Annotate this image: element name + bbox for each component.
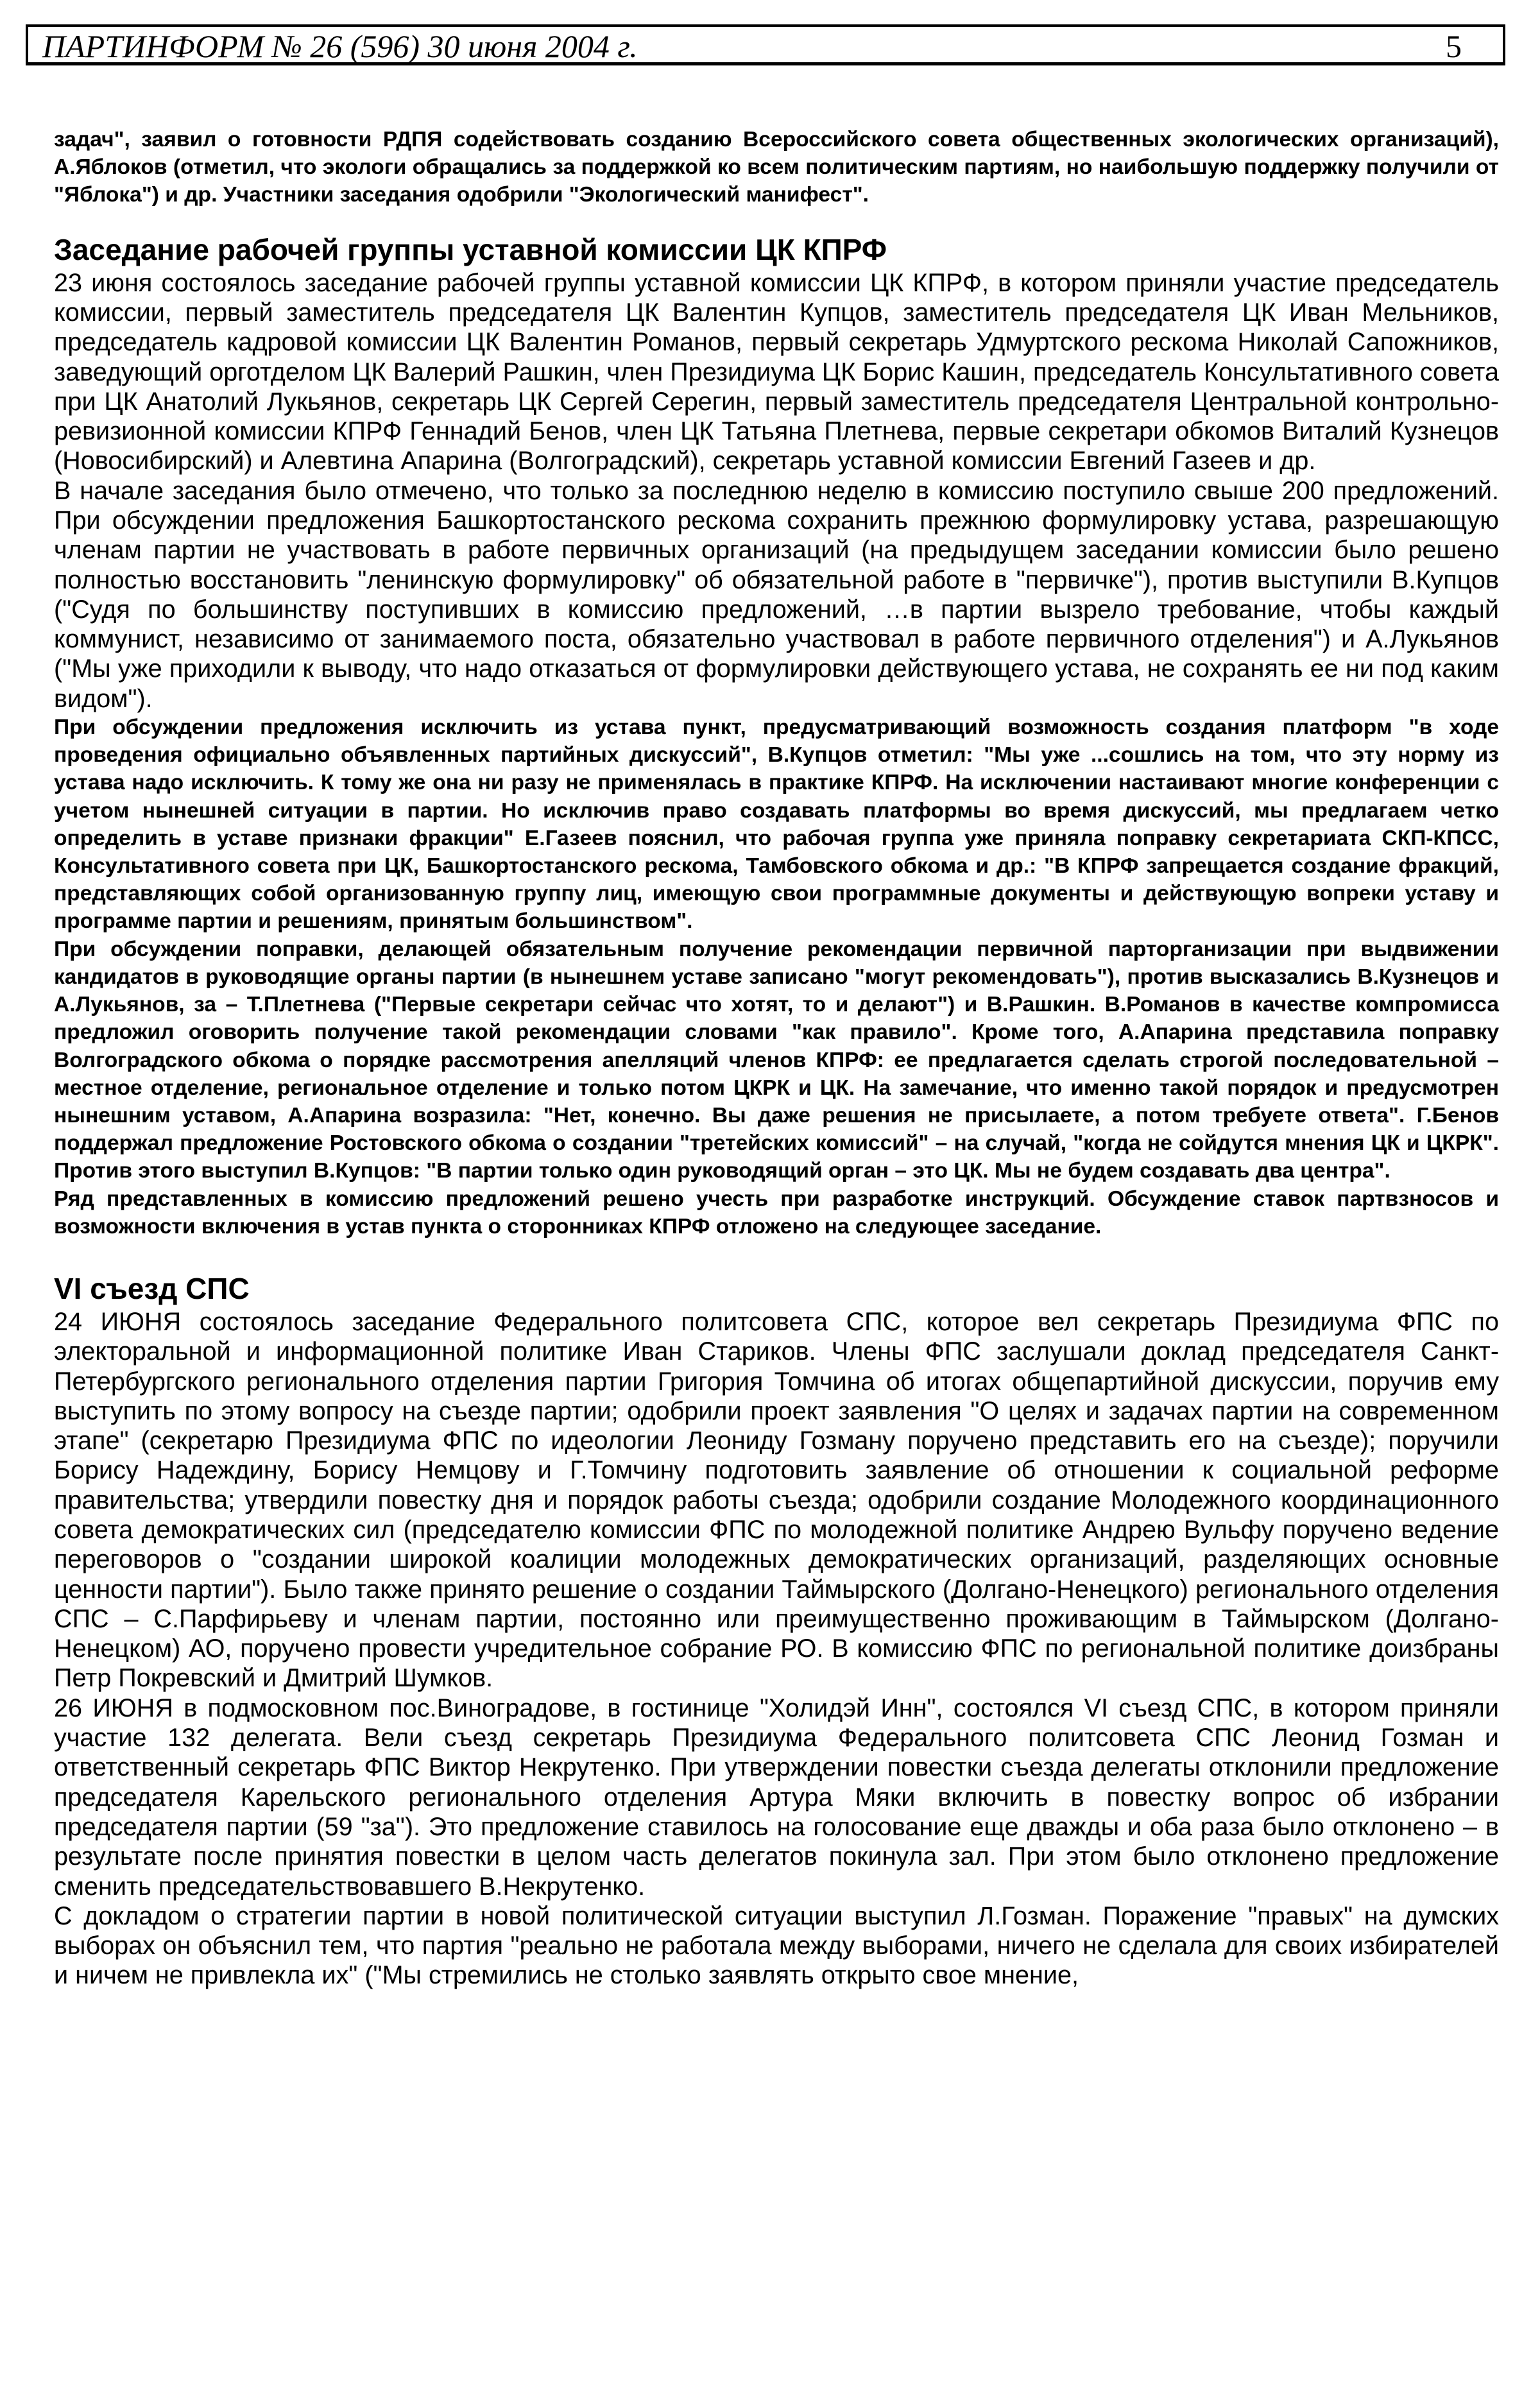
kprf-paragraph-1: 23 июня состоялось заседание рабочей группы уставной комиссии ЦК КПРФ, в котором приняли участие председатель комиссии, первый заместитель председателя ЦК Валентин Купцов, заместитель председателя ЦК Иван Мельников, председатель кадровой комиссии ЦК Валентин Романов, первый секретарь Удмуртского рескома Николай Сапожников, заведующий орготделом ЦК Валерий Рашкин, член Президиума ЦК Борис Кашин, председатель Консультативного совета при ЦК Анатолий Лукьянов, секретарь ЦК Сергей Серегин, первый заместитель председателя Центральной контрольно-ревизионной комиссии КПРФ Геннадий Бенов, член ЦК Татьяна Плетнева, первые секретари обкомов Виталий Кузнецов (Новосибирский) и Алевтина Апарина (Волгоградский), секретарь уставной комиссии Евгений Газеев и др. [54, 268, 1499, 476]
kprf-paragraph-5: Ряд представленных в комиссию предложений решено учесть при разработке инструкций. Обсуждение ставок партвзносов и возможности включения в устав пункта о сторонниках КПРФ отложено на следующее заседание. [54, 1187, 1499, 1238]
section-heading-kprf: Заседание рабочей группы уставной комиссии ЦК КПРФ [54, 232, 887, 266]
header-title: ПАРТИНФОРМ № 26 (596) 30 июня 2004 г. [42, 28, 638, 64]
kprf-paragraph-2: В начале заседания было отмечено, что только за последнюю неделю в комиссию поступило свыше 200 предложений. При обсуждении предложения Башкортостанского рескома сохранить прежнюю формулировку устава, разрешающую членам партии не участвовать в работе первичных организаций (на предыдущем заседании комиссии было решено полностью восстановить "ленинскую формулировку" об обязательной работе в "первичке"), против выступили В.Купцов ("Судя по большинству поступивших в комиссию предложений, …в партии вызрело требование, чтобы каждый коммунист, независимо от занимаемого поста, обязательно участвовал в работе первичного отделения") и А.Лукьянов ("Мы уже приходили к выводу, что надо отказаться от формулировки действующего устава, не сохранять ее ни под каким видом"). [54, 476, 1499, 713]
sps-paragraph-3: С докладом о стратегии партии в новой политической ситуации выступил Л.Гозман. Поражение "правых" на думских выборах он объяснил тем, что партия "реально не работала между выборами, ничего не сделала для своих избирателей и ничем не привлекла их" ("Мы стремились не столько заявлять открыто свое мнение, [54, 1901, 1499, 1990]
section-heading-sps: VI съезд СПС [54, 1271, 250, 1305]
article-body [54, 126, 1499, 1991]
page-header [26, 24, 1505, 65]
intro-paragraph: задач", заявил о готовности РДПЯ содействовать созданию Всероссийского совета общественных экологических организаций), А.Яблоков (отметил, что экологи обращались за поддержкой ко всем политическим партиям, но наибольшую поддержку получили от "Яблока") и др. Участники заседания одобрили "Экологический манифест". [54, 128, 1499, 207]
page-number: 5 [1446, 28, 1462, 64]
kprf-paragraph-4: При обсуждении поправки, делающей обязательным получение рекомендации первичной парторганизации при выдвижении кандидатов в руководящие органы партии (в нынешнем уставе записано "могут рекомендовать"), против высказались В.Кузнецов и А.Лукьянов, за – Т.Плетнева ("Первые секретари сейчас что хотят, то и делают") и В.Рашкин. В.Романов в качестве компромисса предложил оговорить получение такой рекомендации словами "как правило". Кроме того, А.Апарина представила поправку Волгоградского обкома о порядке рассмотрения апелляций членов КПРФ: ее предлагается сделать строгой последовательной – местное отделение, региональное отделение и только потом ЦКРК и ЦК. На замечание, что именно такой порядок и предусмотрен нынешним уставом, А.Апарина возразила: "Нет, конечно. Вы даже решения не присылаете, а потом требуете ответа". Г.Бенов поддержал предложение Ростовского обкома о создании "третейских комиссий" – на случай, "когда не сойдутся мнения ЦК и ЦКРК". Против этого выступил В.Купцов: "В партии только один руководящий орган – это ЦК. Мы не будем создавать два центра". [54, 937, 1499, 1183]
sps-paragraph-1: 24 ИЮНЯ состоялось заседание Федерального политсовета СПС, которое вел секретарь Президиума ФПС по электоральной и информационной политике Иван Стариков. Члены ФПС заслушали доклад председателя Санкт-Петербургского регионального отделения партии Григория Томчина об итогах общепартийной дискуссии, поручив ему выступить по этому вопросу на съезде партии; одобрили проект заявления "О целях и задачах партии на современном этапе" (секретарю Президиума ФПС по идеологии Леониду Гозману поручено представить его на съезде); поручили Борису Надеждину, Борису Немцову и Г.Томчину подготовить заявление об отношении к социальной реформе правительства; утвердили повестку дня и порядок работы съезда; одобрили создание Молодежного координационного совета демократических сил (председателю комиссии ФПС по молодежной политике Андрею Вульфу поручено ведение переговоров о "создании широкой коалиции молодежных демократических организаций, разделяющих основные ценности партии"). Было также принято решение о создании Таймырского (Долгано-Ненецкого) регионального отделения СПС – С.Парфирьеву и членам партии, постоянно или преимущественно проживающим в Таймырском (Долгано-Ненецком) АО, поручено провести учредительное собрание РО. В комиссию ФПС по региональной политике доизбраны Петр Покревский и Дмитрий Шумков. [54, 1307, 1499, 1693]
sps-paragraph-2: 26 ИЮНЯ в подмосковном пос.Виноградове, в гостинице "Холидэй Инн", состоялся VI съезд СПС, в котором приняли участие 132 делегата. Вели съезд секретарь Президиума Федерального политсовета СПС Леонид Гозман и ответственный секретарь ФПС Виктор Некрутенко. При утверждении повестки съезда делегаты отклонили предложение председателя Карельского регионального отделения Артура Мяки включить в повестку вопрос об избрании председателя партии (59 "за"). Это предложение ставилось на голосование еще дважды и оба раза было отклонено – в результате после принятия повестки в целом часть делегатов покинула зал. При этом было отклонено предложение сменить председательствовавшего В.Некрутенко. [54, 1693, 1499, 1901]
kprf-paragraph-3: При обсуждении предложения исключить из устава пункт, предусматривающий возможность создания платформ "в ходе проведения официально объявленных партийных дискуссий", В.Купцов отметил: "Мы уже ...сошлись на том, что эту норму из устава надо исключить. К тому же она ни разу не применялась в практике КПРФ. На исключении настаивают многие конференции с учетом нынешней ситуации в партии. Но исключив право создавать платформы во время дискуссий, мы предлагаем четко определить в уставе признаки фракции" Е.Газеев пояснил, что рабочая группа уже приняла поправку секретариата СКП-КПСС, Консультативного совета при ЦК, Башкортостанского рескома, Тамбовского обкома и др.: "В КПРФ запрещается создание фракций, представляющих собой организованную группу лиц, имеющую свои программные документы и действующую вопреки уставу и программе партии и решениям, принятым большинством". [54, 715, 1499, 934]
